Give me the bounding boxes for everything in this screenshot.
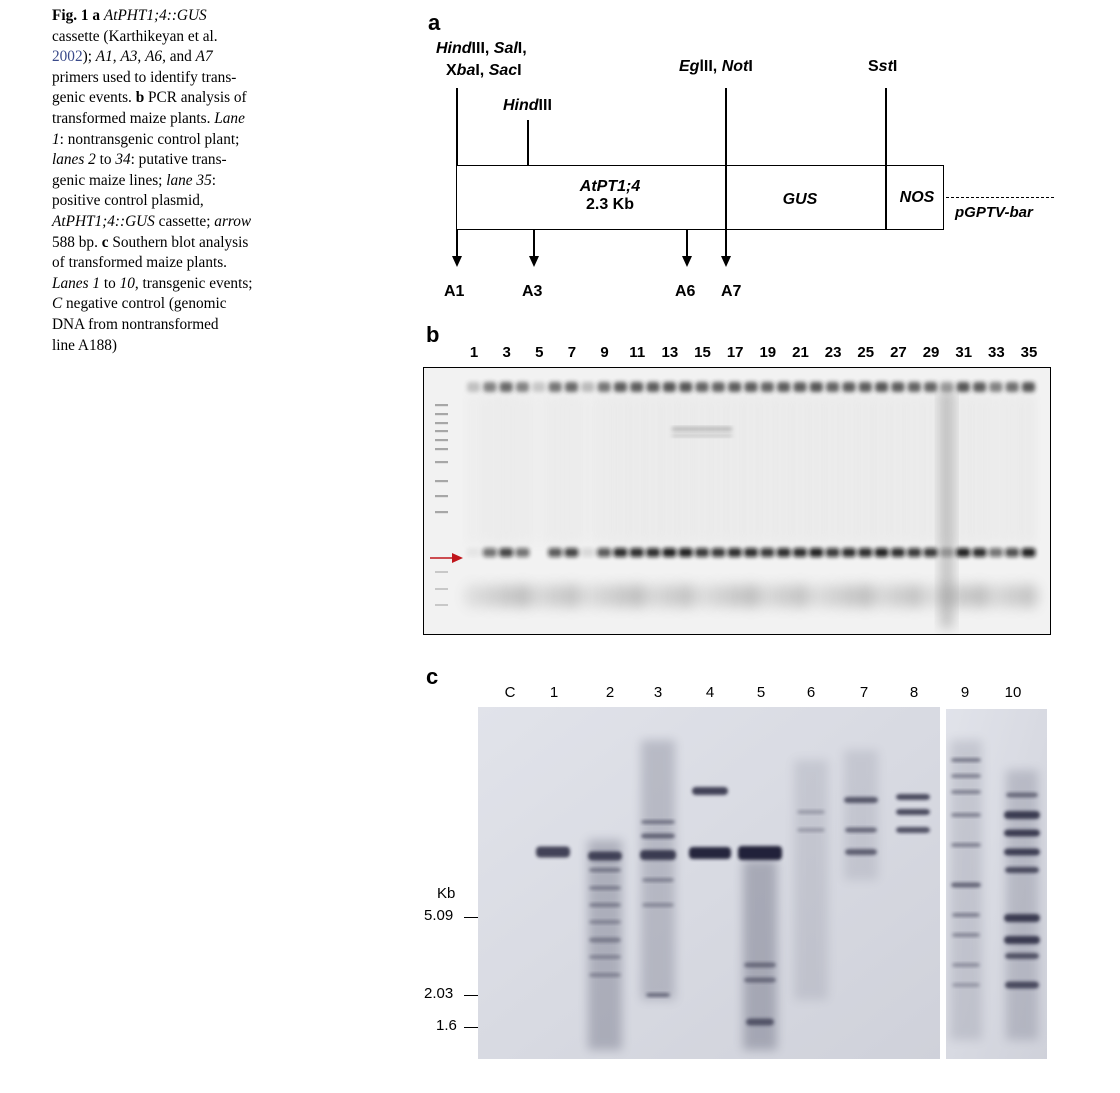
blot-band xyxy=(1004,849,1040,856)
blot-band xyxy=(589,903,621,907)
gel-b-588bp-band xyxy=(940,548,954,557)
gel-b-lane-number: 25 xyxy=(857,344,875,361)
gel-b-lane-number: 7 xyxy=(567,344,577,361)
gel-b-well-band xyxy=(940,382,953,392)
gel-b-lane-number: 27 xyxy=(890,344,907,361)
blot-band xyxy=(951,883,981,888)
gel-b-lane-number: 17 xyxy=(726,344,744,361)
gel-b-ladder-band xyxy=(435,439,448,441)
gel-b-lane-number: 15 xyxy=(694,344,711,361)
gel-b-588bp-band xyxy=(467,548,481,557)
gel-b-well-band xyxy=(483,382,496,392)
primer-arrow-a6 xyxy=(682,256,692,267)
blot-band xyxy=(689,847,731,859)
gel-b-lane-smear xyxy=(957,394,969,544)
marker-tick-1-6 xyxy=(464,1027,478,1028)
blot-c-lane-label: 7 xyxy=(859,684,869,701)
primer-label-a6: A6 xyxy=(675,283,696,300)
gel-b-588bp-band xyxy=(499,548,513,557)
gel-b-well-band xyxy=(500,382,513,392)
gel-b-well-band xyxy=(826,382,839,392)
blot-band xyxy=(589,868,621,872)
site-label-hindiii-sali: HindIII, SalI, xyxy=(436,40,527,57)
southern-blot-lanes-9-10 xyxy=(946,709,1047,1059)
blot-band xyxy=(896,794,930,800)
blot-lane-smear xyxy=(950,740,982,1040)
gel-b-588bp-band xyxy=(891,548,905,557)
blot-c-lane-label: C xyxy=(504,684,516,701)
blot-band xyxy=(646,993,670,997)
blot-band xyxy=(1005,867,1039,873)
gel-b-lane-number: 21 xyxy=(792,344,809,361)
blot-band xyxy=(951,813,981,817)
gel-b-lane-smear xyxy=(582,394,594,544)
gel-b-588bp-band xyxy=(515,548,529,557)
blot-band xyxy=(744,963,776,968)
gel-b-588bp-band xyxy=(760,548,774,557)
gel-b-588bp-band xyxy=(711,548,725,557)
gel-b-well-band xyxy=(859,382,872,392)
gel-b-lane-number: 9 xyxy=(600,344,609,361)
blot-lane-smear xyxy=(1006,770,1038,1040)
gel-b-well-band xyxy=(614,382,627,392)
blot-band xyxy=(1006,793,1038,798)
caption-line: genic maize lines; lane 35: xyxy=(52,171,216,189)
primer-label-a1: A1 xyxy=(444,283,465,300)
gel-b-well-band xyxy=(549,382,562,392)
gel-b-well-band xyxy=(467,382,480,392)
blot-band xyxy=(744,978,776,983)
blot-band xyxy=(746,1019,774,1026)
gel-b-lane-smear xyxy=(468,394,480,544)
gel-b-588bp-band xyxy=(483,548,497,557)
gel-b-ladder-band xyxy=(435,404,448,406)
gel-b-588bp-band xyxy=(695,548,709,557)
gel-b-well-band xyxy=(1022,382,1035,392)
segment-atpt14-size: 2.3 Kb xyxy=(585,196,634,213)
blot-band xyxy=(951,843,981,847)
gel-b-well-band xyxy=(728,382,741,392)
caption-line: AtPHT1;4::GUS cassette; arrow xyxy=(52,212,252,230)
caption-line: Lanes 1 to 10, transgenic events; xyxy=(52,274,253,292)
site-label-eglii-noti: EglII, NotI xyxy=(679,58,753,75)
gel-b-ladder-band xyxy=(435,511,448,513)
gel-b-lane-smear xyxy=(778,394,790,544)
gel-b-588bp-band xyxy=(777,548,791,557)
gel-b-588bp-band xyxy=(826,548,840,557)
gel-b-588bp-band xyxy=(907,548,921,557)
gel-b-extra-band xyxy=(672,427,732,431)
gel-b-lane-smear xyxy=(565,394,577,544)
gel-b-lane-smear xyxy=(827,394,839,544)
blot-band xyxy=(1004,914,1040,922)
caption-line: genic events. b PCR analysis of xyxy=(52,89,247,107)
primer-line-a3 xyxy=(533,230,535,256)
gel-b-well-band xyxy=(663,382,676,392)
gel-b-well-band xyxy=(532,382,545,392)
blot-c-lane-label: 1 xyxy=(549,684,559,701)
gel-b-primer-dimer-smear xyxy=(1019,583,1039,609)
blot-band xyxy=(844,797,878,803)
vector-label: pGPTV-bar xyxy=(955,204,1033,221)
blot-band xyxy=(797,828,825,832)
blot-band xyxy=(589,973,621,977)
segment-nos: NOS xyxy=(899,189,935,206)
caption-line: 2002); A1, A3, A6, and A7 xyxy=(52,48,213,66)
blot-c-lane-label: 2 xyxy=(605,684,615,701)
primer-label-a3: A3 xyxy=(522,283,543,300)
kb-axis-title: Kb xyxy=(437,885,456,902)
gel-b-588bp-band xyxy=(630,548,644,557)
blot-band xyxy=(589,886,621,890)
gel-b-lane-smear xyxy=(484,394,496,544)
blot-band xyxy=(952,963,980,967)
blot-band xyxy=(951,790,981,794)
gel-b-well-band xyxy=(581,382,594,392)
caption-line: 1: nontransgenic control plant; xyxy=(52,130,240,148)
blot-c-lane-labels xyxy=(0,684,1120,704)
gel-b-lane-smear xyxy=(549,394,561,544)
cassette-divider-1 xyxy=(725,165,727,230)
gel-b-ladder-band xyxy=(435,588,448,590)
arrow-588bp-marker xyxy=(430,551,464,565)
gel-b-lane-numbers xyxy=(0,344,1120,364)
gel-b-588bp-band xyxy=(875,548,889,557)
gel-b-lane-smear xyxy=(892,394,904,544)
gel-b-ladder-band xyxy=(435,430,448,432)
marker-tick-2-03 xyxy=(464,995,478,996)
gel-b-well-band xyxy=(598,382,611,392)
blot-band xyxy=(642,878,674,882)
blot-band xyxy=(589,938,621,943)
blot-lane-smear xyxy=(794,760,828,1000)
blot-c-lane-label: 10 xyxy=(1004,684,1022,701)
gel-b-lane-smear xyxy=(729,394,741,544)
site-line-2 xyxy=(527,120,529,165)
gel-b-well-band xyxy=(908,382,921,392)
gel-b-588bp-band xyxy=(858,548,872,557)
blot-band xyxy=(952,983,980,987)
gel-b-lane-number: 33 xyxy=(988,344,1005,361)
gel-b-ladder-band xyxy=(435,448,448,450)
gel-b-well-band xyxy=(842,382,855,392)
gel-b-588bp-band xyxy=(646,548,660,557)
primer-arrow-a7 xyxy=(721,256,731,267)
caption-line: transformed maize plants. Lane xyxy=(52,109,245,127)
gel-b-lane-smear xyxy=(631,394,643,544)
gel-b-ladder-band xyxy=(435,495,448,497)
cassette-diagram xyxy=(420,0,1080,320)
gel-b-lane-smear xyxy=(516,394,528,544)
gel-b-588bp-band xyxy=(597,548,611,557)
caption-line: lanes 2 to 34: putative trans- xyxy=(52,151,227,169)
gel-b-lane-smear xyxy=(598,394,610,544)
blot-lane-smear xyxy=(844,750,878,880)
blot-band xyxy=(952,913,980,917)
blot-band xyxy=(641,834,675,839)
gel-b-well-band xyxy=(745,382,758,392)
site-line-1 xyxy=(456,88,458,165)
blot-band xyxy=(641,820,675,824)
pcr-gel-image xyxy=(423,367,1051,635)
gel-b-well-band xyxy=(793,382,806,392)
site-line-3 xyxy=(725,88,727,165)
gel-b-lane-smear xyxy=(974,394,986,544)
blot-band xyxy=(640,850,676,860)
gel-b-well-band xyxy=(630,382,643,392)
gel-b-lane-smear xyxy=(533,394,545,544)
primer-label-a7: A7 xyxy=(721,283,742,300)
gel-b-lane-smear xyxy=(712,394,724,544)
gel-b-lane-smear xyxy=(745,394,757,544)
gel-b-lane-smear xyxy=(794,394,806,544)
primer-arrow-a3 xyxy=(529,256,539,267)
gel-b-588bp-band xyxy=(924,548,938,557)
gel-b-lane-number: 11 xyxy=(629,344,646,361)
site-line-4 xyxy=(885,88,887,165)
caption-line: Fig. 1 a AtPHT1;4::GUS xyxy=(52,7,207,24)
gel-b-extra-band xyxy=(672,434,732,437)
gel-b-well-band xyxy=(891,382,904,392)
blot-band xyxy=(845,849,877,855)
gel-b-lane-number: 23 xyxy=(824,344,842,361)
blot-c-lane-label: 8 xyxy=(909,684,919,701)
gel-b-ladder-band xyxy=(435,461,448,463)
gel-b-well-band xyxy=(989,382,1002,392)
site-label-hindiii: HindIII xyxy=(503,97,552,114)
gel-b-588bp-band xyxy=(548,548,562,557)
gel-b-lane-number: 19 xyxy=(759,344,777,361)
blot-band xyxy=(642,903,674,907)
gel-b-lane-smear xyxy=(1006,394,1018,544)
gel-b-lane-number: 1 xyxy=(469,344,479,361)
cassette-divider-2 xyxy=(885,165,887,230)
gel-b-well-band xyxy=(875,382,888,392)
gel-b-well-band xyxy=(696,382,709,392)
gel-b-588bp-band xyxy=(744,548,758,557)
blot-band xyxy=(797,810,825,814)
blot-band xyxy=(896,827,930,833)
gel-b-lane-smear xyxy=(876,394,888,544)
gel-b-lane-smear xyxy=(761,394,773,544)
gel-b-well-band xyxy=(516,382,529,392)
gel-b-lane-smear xyxy=(614,394,626,544)
panel-label-c: c xyxy=(426,664,439,689)
gel-b-well-band xyxy=(810,382,823,392)
gel-b-lane-number: 5 xyxy=(535,344,544,361)
marker-label-1-6: 1.6 xyxy=(436,1017,457,1034)
gel-b-ladder-band xyxy=(435,604,448,606)
blot-band xyxy=(692,787,728,795)
gel-b-lane-smear xyxy=(680,394,692,544)
site-label-ssti: SstI xyxy=(868,58,898,75)
caption-line: positive control plasmid, xyxy=(52,192,204,210)
gel-b-ladder-band xyxy=(435,422,448,424)
gel-b-lane-smear xyxy=(810,394,822,544)
gel-b-588bp-band xyxy=(564,548,578,557)
gel-b-588bp-band xyxy=(793,548,807,557)
gel-b-lane-number: 13 xyxy=(661,344,679,361)
gel-b-well-band xyxy=(924,382,937,392)
cassette-box xyxy=(456,165,944,230)
caption-line: C negative control (genomic xyxy=(52,295,227,313)
gel-b-588bp-band xyxy=(581,548,595,557)
gel-b-588bp-band xyxy=(679,548,693,557)
caption-line: DNA from nontransformed xyxy=(52,315,219,333)
gel-b-lane-smear xyxy=(663,394,675,544)
gel-b-588bp-band xyxy=(728,548,742,557)
blot-c-lane-label: 6 xyxy=(806,684,816,701)
blot-band xyxy=(1004,830,1040,837)
primer-line-a6 xyxy=(686,230,688,256)
gel-b-588bp-band xyxy=(1022,548,1036,557)
blot-band xyxy=(1004,936,1040,944)
gel-b-588bp-band xyxy=(973,548,987,557)
blot-band xyxy=(951,758,981,762)
blot-c-lane-label: 4 xyxy=(705,684,715,701)
gel-b-well-band xyxy=(973,382,986,392)
blot-band xyxy=(588,852,622,861)
panel-label-b: b xyxy=(426,322,440,347)
gel-b-lane-smear xyxy=(1023,394,1035,544)
caption-line: line A188) xyxy=(52,336,118,354)
blot-c-lane-label: 5 xyxy=(756,684,766,701)
panel-label-a: a xyxy=(428,10,441,35)
blot-band xyxy=(896,809,930,815)
gel-b-well-band xyxy=(679,382,692,392)
gel-b-well-band xyxy=(1006,382,1019,392)
blot-band xyxy=(1005,953,1039,959)
segment-gus: GUS xyxy=(782,191,818,208)
gel-b-lane-smear xyxy=(696,394,708,544)
blot-band xyxy=(1005,982,1039,989)
marker-label-5-09: 5.09 xyxy=(424,907,454,924)
segment-atpt14-name: AtPT1;4 xyxy=(579,178,641,195)
blot-band xyxy=(1004,811,1040,819)
gel-b-well-band xyxy=(712,382,725,392)
gel-b-lane-smear xyxy=(500,394,512,544)
blot-band xyxy=(589,955,621,959)
gel-b-588bp-band xyxy=(842,548,856,557)
gel-b-588bp-band xyxy=(809,548,823,557)
gel-b-lane-smear xyxy=(843,394,855,544)
southern-blot-main xyxy=(478,707,940,1059)
blot-band xyxy=(536,847,570,858)
gel-b-well-band xyxy=(565,382,578,392)
gel-b-lane-smear xyxy=(859,394,871,544)
primer-line-a7 xyxy=(725,230,727,256)
gel-b-ladder-band xyxy=(435,413,448,415)
gel-b-lane-smear xyxy=(925,394,937,544)
caption-line: primers used to identify trans- xyxy=(52,68,237,86)
segment-atpt14 xyxy=(540,178,680,214)
site-label-xbai-saci: XbaI, SacI xyxy=(446,62,522,79)
marker-label-2-03: 2.03 xyxy=(424,985,454,1002)
caption-line: cassette (Karthikeyan et al. xyxy=(52,27,218,45)
primer-line-a1 xyxy=(456,230,458,256)
gel-b-lane-smear xyxy=(908,394,920,544)
blot-band xyxy=(951,774,981,778)
gel-b-heavy-smear xyxy=(941,388,953,628)
gel-b-588bp-band xyxy=(662,548,676,557)
vector-dashed-line xyxy=(946,197,1054,198)
blot-lane-smear xyxy=(641,740,675,1000)
blot-c-lane-label: 3 xyxy=(653,684,663,701)
blot-band xyxy=(952,933,980,937)
blot-c-lane-label: 9 xyxy=(960,684,970,701)
gel-b-lane-number: 31 xyxy=(955,344,973,361)
caption-line: 588 bp. c Southern blot analysis xyxy=(52,233,249,251)
gel-b-588bp-band xyxy=(1005,548,1019,557)
gel-b-well-band xyxy=(957,382,970,392)
gel-b-lane-number: 35 xyxy=(1020,344,1038,361)
pcr-gel-svg xyxy=(424,368,1050,634)
gel-b-ladder-band xyxy=(435,571,448,573)
gel-b-lane-smear xyxy=(990,394,1002,544)
gel-b-well-band xyxy=(761,382,774,392)
primer-arrow-a1 xyxy=(452,256,462,267)
blot-band xyxy=(845,828,877,833)
figure-caption xyxy=(52,6,288,356)
gel-b-588bp-band xyxy=(989,548,1003,557)
blot-band xyxy=(738,846,782,860)
gel-b-588bp-band xyxy=(956,548,970,557)
gel-b-well-band xyxy=(777,382,790,392)
blot-band xyxy=(589,920,621,924)
gel-b-lane-number: 3 xyxy=(502,344,511,361)
gel-b-ladder-band xyxy=(435,480,448,482)
gel-b-well-band xyxy=(647,382,660,392)
caption-line: of transformed maize plants. xyxy=(52,254,228,272)
marker-tick-5-09 xyxy=(464,917,478,918)
gel-b-lane-smear xyxy=(647,394,659,544)
gel-b-588bp-band xyxy=(613,548,627,557)
gel-b-lane-number: 29 xyxy=(922,344,940,361)
